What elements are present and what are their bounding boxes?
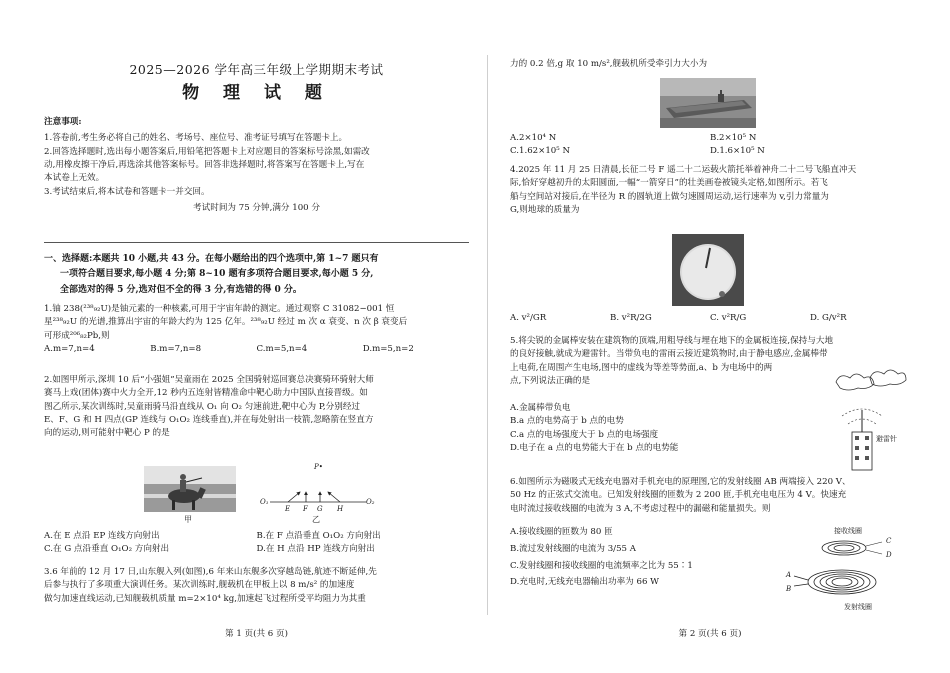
option-a[interactable]: A. v²/GR (510, 313, 547, 323)
point-o1: O₁ (260, 498, 269, 506)
option-b[interactable]: B.a 点的电势高于 b 点的电势 (510, 416, 624, 427)
option-d[interactable]: D. G/v²R (810, 313, 847, 323)
q3-line: 3.6 年前的 12 月 17 日,山东舰入列(如图),6 年来山东舰多次穿越岛链,航迹不断延伸,先 (44, 567, 377, 577)
receiver-coil-label: 接收线圈 (834, 527, 862, 535)
section-heading-line: 一、选择题:本题共 10 小题,共 43 分。在每小题给出的四个选项中,第 1~7 题只有 (44, 254, 379, 264)
q3-options-block (510, 132, 910, 159)
figure-label-b: 乙 (312, 515, 320, 524)
question-1 (44, 303, 469, 356)
exam-time-line: 考试时间为 75 分钟,满分 100 分 (193, 202, 320, 213)
page-footer: 第 1 页(共 6 页) (225, 629, 288, 639)
q1-line: 1.铀 238(²³⁸₉₂U)是铀元素的一种核素,可用于宇宙年龄的测定。通过观察 C 31082−001 恒 (44, 304, 395, 314)
q1-line: 星²³⁸₉₂U 的光谱,推算出宇宙的年龄大约为 125 亿年。²³⁸₉₂U 经过 m 次 α 衰变、n 次 β 衰变后 (44, 317, 408, 328)
option-c[interactable]: C.在 G 点沿垂直 O₁O₂ 方向射出 (44, 544, 170, 555)
page-divider (487, 55, 488, 615)
option-b[interactable]: B.流过发射线圈的电流为 3/55 A (510, 543, 636, 554)
sun-illustration (672, 234, 744, 306)
q3-continued: 力的 0.2 倍,g 取 10 m/s²,舰载机所受牵引力大小为 (510, 59, 708, 69)
section-heading-line: 一项符合题目要求,每小题 4 分;第 8~10 题有多项符合题目要求,每小题 5 分, (60, 269, 374, 280)
q3-line: 后参与执行了多项重大演训任务。某次训练时,舰载机在甲板上以 8 m/s² 的加速度 (44, 580, 355, 591)
question-6 (510, 476, 910, 516)
terminal-b: B (786, 585, 792, 593)
target-point-p: P• (314, 463, 323, 471)
note-line: 本试卷上无效。 (44, 173, 105, 184)
point-g: G (317, 505, 323, 513)
q5-line: 的良好接触,就成为避雷针。当带负电的雷雨云接近建筑物时,由于静电感应,金属棒带 (510, 349, 828, 360)
figure-label-a: 甲 (184, 515, 192, 524)
q5-line: 点,下列说法正确的是 (510, 375, 591, 386)
question-2 (44, 374, 469, 441)
exam-title: 2025—2026 学年高三年级上学期期末考试 (129, 62, 384, 77)
carrier-illustration (660, 78, 756, 128)
exam-page-1 (44, 0, 469, 673)
rocket-sun-photo (672, 234, 744, 306)
q1-options (44, 343, 469, 356)
exam-page-2 (510, 0, 910, 673)
terminal-d: D (886, 551, 892, 559)
option-d[interactable]: D.1.6×10⁵ N (710, 146, 765, 157)
terminal-c: C (886, 537, 892, 545)
q4-line: G,则地球的质量为 (510, 204, 580, 215)
horse-rider-photo (144, 466, 236, 512)
option-b[interactable]: B. v²R/2G (610, 313, 652, 323)
notes-section (44, 116, 469, 215)
q3-options (510, 132, 910, 159)
option-a[interactable]: A.接收线圈的匝数为 80 匝 (510, 527, 613, 537)
q6-options-block (510, 524, 790, 591)
section-rule (44, 242, 469, 243)
q5-line: 上电荷,在周围产生电场,图中的虚线为等差等势面,a、b 为电场中的两 (510, 362, 773, 373)
option-d[interactable]: D.m=5,n=2 (362, 343, 414, 354)
horse-rider-illustration (144, 466, 236, 512)
note-line: 1.答卷前,考生务必将自己的姓名、考场号、座位号、准考证号填写在答题卡上。 (44, 133, 348, 144)
option-b[interactable]: B.2×10⁵ N (710, 133, 757, 143)
q2-line: 向的运动,则可能射中靶心 P 的是 (44, 428, 170, 439)
aircraft-carrier-photo (660, 78, 756, 128)
point-f: F (303, 505, 308, 513)
q2-line: 图乙所示,某次训练时,吴童雨骑马沿直线从 O₁ 向 O₂ 匀速前进,靶中心为 P,分别经过 (44, 401, 361, 412)
question-4 (510, 164, 910, 217)
point-o2: O₂ (366, 498, 375, 506)
q6-line: 电时流过接收线圈的电流为 3 A,不考虑过程中的漏磁和能量损失。则 (510, 503, 771, 514)
notes-heading: 注意事项: (44, 117, 82, 127)
note-line: 2.回答选择题时,选出每小题答案后,用铅笔把答题卡上对应题目的答案标号涂黑,如需改 (44, 146, 370, 157)
option-b[interactable]: B.在 F 点沿垂直 O₁O₂ 方向射出 (256, 531, 381, 541)
terminal-a: A (786, 571, 792, 579)
q1-line: 可形成²⁰⁶₈₂Pb,则 (44, 330, 110, 341)
option-c[interactable]: C.m=5,n=4 (256, 343, 308, 354)
wireless-charger-coils-figure (786, 526, 902, 616)
option-a[interactable]: A.金属棒带负电 (510, 403, 571, 413)
page-footer: 第 2 页(共 6 页) (678, 629, 742, 639)
q2-line: 2.如图甲所示,深圳 10 后“小强姐”吴童雨在 2025 全国骑射巡回赛总决赛骑环骑射大师 (44, 375, 374, 385)
q4-options-block (510, 312, 910, 325)
question-3 (44, 566, 469, 606)
option-b[interactable]: B.m=7,n=8 (150, 343, 202, 354)
q2-options-block (44, 530, 469, 557)
transmitter-coil-label: 发射线圈 (844, 603, 872, 611)
option-c[interactable]: C.发射线圈和接收线圈的电流频率之比为 55∶1 (510, 560, 693, 571)
point-e: E (285, 505, 291, 513)
lightning-rod-label: 避雷针 (876, 435, 897, 443)
option-a[interactable]: A.2×10⁴ N (510, 133, 557, 143)
rider-path-diagram (262, 464, 374, 514)
note-line: 3.考试结束后,将本试卷和答题卡一并交回。 (44, 186, 210, 197)
q2-line: 赛马上戏(团体)赛中火力全开,12 秒内五连射皆精准命中靶心助力中国队直接晋级。如 (44, 388, 368, 399)
option-a[interactable]: A.m=7,n=4 (44, 343, 95, 354)
option-d[interactable]: D.在 H 点沿 HP 连线方向射出 (256, 544, 375, 555)
lightning-rod-figure (832, 366, 908, 472)
q2-options (44, 530, 469, 557)
q4-line: 4.2025 年 11 月 25 日清晨,长征二号 F 遥二十二运载火箭托举着神舟二十二号飞船直冲天 (510, 165, 857, 175)
option-c[interactable]: C. v²R/G (710, 313, 747, 323)
section-heading (44, 252, 469, 298)
q2-line: E、F、G 和 H 四点(GP 连线与 O₁O₂ 连线垂直),并在每处射出一枝箭,忽略箭在竖直方 (44, 414, 374, 425)
option-c[interactable]: C.1.62×10⁵ N (510, 146, 570, 157)
option-d[interactable]: D.电子在 a 点的电势能大于在 b 点的电势能 (510, 442, 679, 453)
q4-line: 际,恰好穿越初升的太阳圆面,一幅“一箭穿日”的壮美画卷被镜头定格,如图所示。若飞 (510, 178, 828, 189)
option-d[interactable]: D.充电时,无线充电器输出功率为 66 W (510, 577, 659, 588)
note-line: 动,用橡皮擦干净后,再选涂其他答案标号。回答非选择题时,将答案写在答题卡上,写在 (44, 159, 365, 170)
q5-options-block (510, 402, 810, 455)
q6-line: 6.如图所示为磁吸式无线充电器对手机充电的原理图,它的发射线圈 AB 两端接入 220 V、 (510, 477, 851, 487)
lightning-rod-svg (832, 366, 908, 472)
q6-line: 50 Hz 的正弦式交流电。已知发射线圈的匝数为 2 200 匝,手机充电电压为 4 V。快速充 (510, 490, 847, 501)
q5-line: 5.将尖锐的金属棒安装在建筑物的顶端,用粗导线与埋在地下的金属板连接,保持与大地 (510, 336, 834, 346)
q3-line: 做匀加速直线运动,已知舰载机质量 m=2×10⁴ kg,加速起飞过程所受平均阻力为其重 (44, 593, 366, 604)
point-h: H (337, 505, 344, 513)
exam-subject: 物 理 试 题 (182, 83, 331, 103)
q4-line: 船与空间站对接后,在半径为 R 的圆轨道上做匀速圆周运动,运行速率为 v,引力常量为 (510, 191, 829, 202)
option-a[interactable]: A.在 E 点沿 EP 连线方向射出 (44, 531, 160, 541)
option-c[interactable]: C.a 点的电场强度大于 b 点的电场强度 (510, 429, 659, 440)
section-heading-line: 全部选对的得 5 分,选对但不全的得 3 分,有选错的得 0 分。 (60, 284, 302, 295)
q4-options (510, 312, 910, 325)
